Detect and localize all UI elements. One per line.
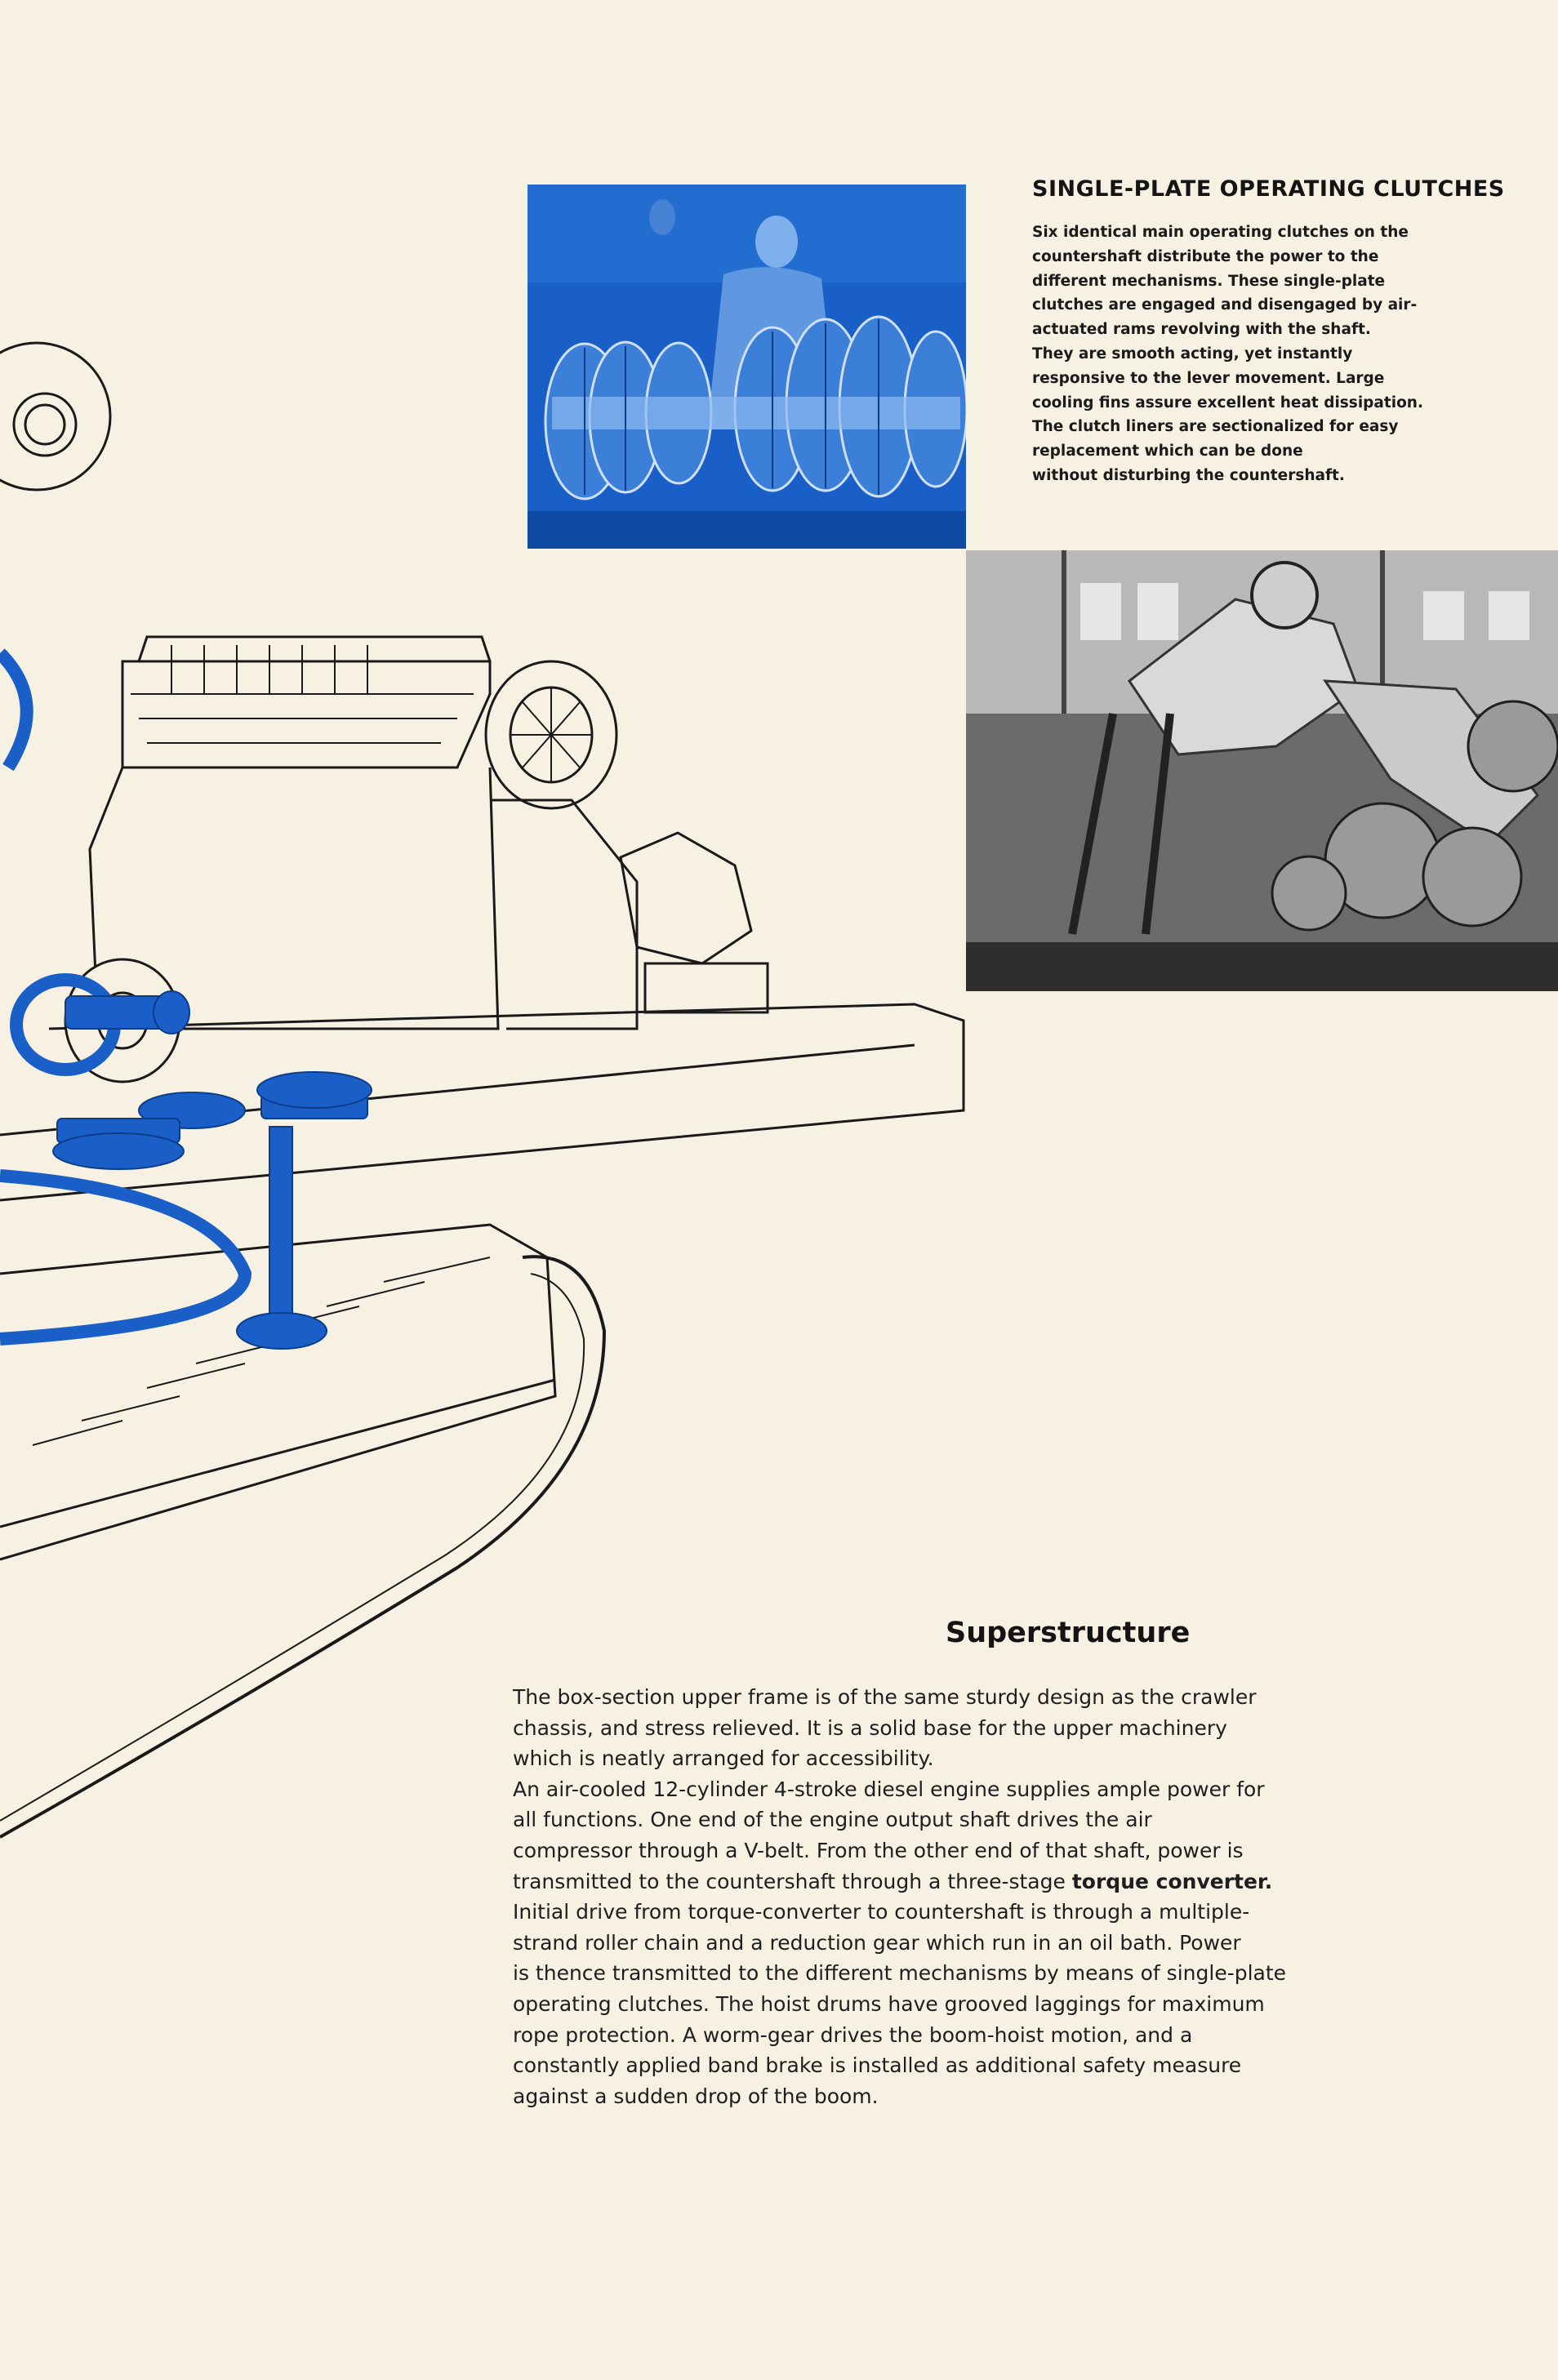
clutches-caption [1032, 220, 1457, 488]
caption-line: different mechanisms. These single-plate [1032, 272, 1386, 290]
caption-line: actuated rams revolving with the shaft. [1032, 321, 1371, 339]
caption-line: cooling fins assure excellent heat dissipation. [1032, 394, 1423, 411]
caption-line: They are smooth acting, yet instantly [1032, 345, 1353, 363]
body-line: operating clutches. The hoist drums have grooved laggings for maximum [513, 1991, 1265, 2016]
clutches-heading: SINGLE-PLATE OPERATING CLUTCHES [1032, 176, 1505, 202]
emphasis-torque-converter: torque converter. [1071, 1869, 1273, 1893]
body-line: which is neatly arranged for accessibility. [513, 1746, 934, 1771]
superstructure-body [513, 1682, 1346, 2111]
body-line: Initial drive from torque-converter to countershaft is through a multiple- [513, 1900, 1250, 1924]
caption-line: The clutch liners are sectionalized for easy [1032, 418, 1399, 436]
body-line: constantly applied band brake is installed as additional safety measure [513, 2053, 1242, 2078]
superstructure-illustration [0, 310, 1013, 1911]
body-line: The box-section upper frame is of the same sturdy design as the crawler [513, 1685, 1257, 1709]
body-line: An air-cooled 12-cylinder 4-stroke diesel engine supplies ample power for [513, 1777, 1265, 1801]
body-line: is thence transmitted to the different mechanisms by means of single-plate [513, 1961, 1287, 1986]
body-line: compressor through a V-belt. From the other end of that shaft, power is [513, 1838, 1244, 1862]
body-line-text: transmitted to the countershaft through a three-stage [513, 1869, 1066, 1893]
superstructure-heading: Superstructure [946, 1617, 1191, 1649]
caption-line: responsive to the lever movement. Large [1032, 369, 1385, 387]
caption-line: clutches are engaged and disengaged by air- [1032, 296, 1418, 314]
caption-line: replacement which can be done [1032, 443, 1303, 460]
body-line: all functions. One end of the engine output shaft drives the air [513, 1808, 1152, 1832]
body-line: chassis, and stress relieved. It is a solid base for the upper machinery [513, 1715, 1227, 1740]
body-line: strand roller chain and a reduction gear which run in an oil bath. Power [513, 1930, 1241, 1955]
machinery-photo [966, 550, 1558, 991]
caption-line: countershaft distribute the power to the [1032, 247, 1379, 265]
body-line-with-emphasis [513, 1866, 1346, 1897]
body-line: against a sudden drop of the boom. [513, 2084, 879, 2108]
body-line: rope protection. A worm-gear drives the boom-hoist motion, and a [513, 2022, 1193, 2047]
caption-line: Six identical main operating clutches on the [1032, 224, 1409, 241]
caption-line: without disturbing the countershaft. [1032, 466, 1345, 484]
